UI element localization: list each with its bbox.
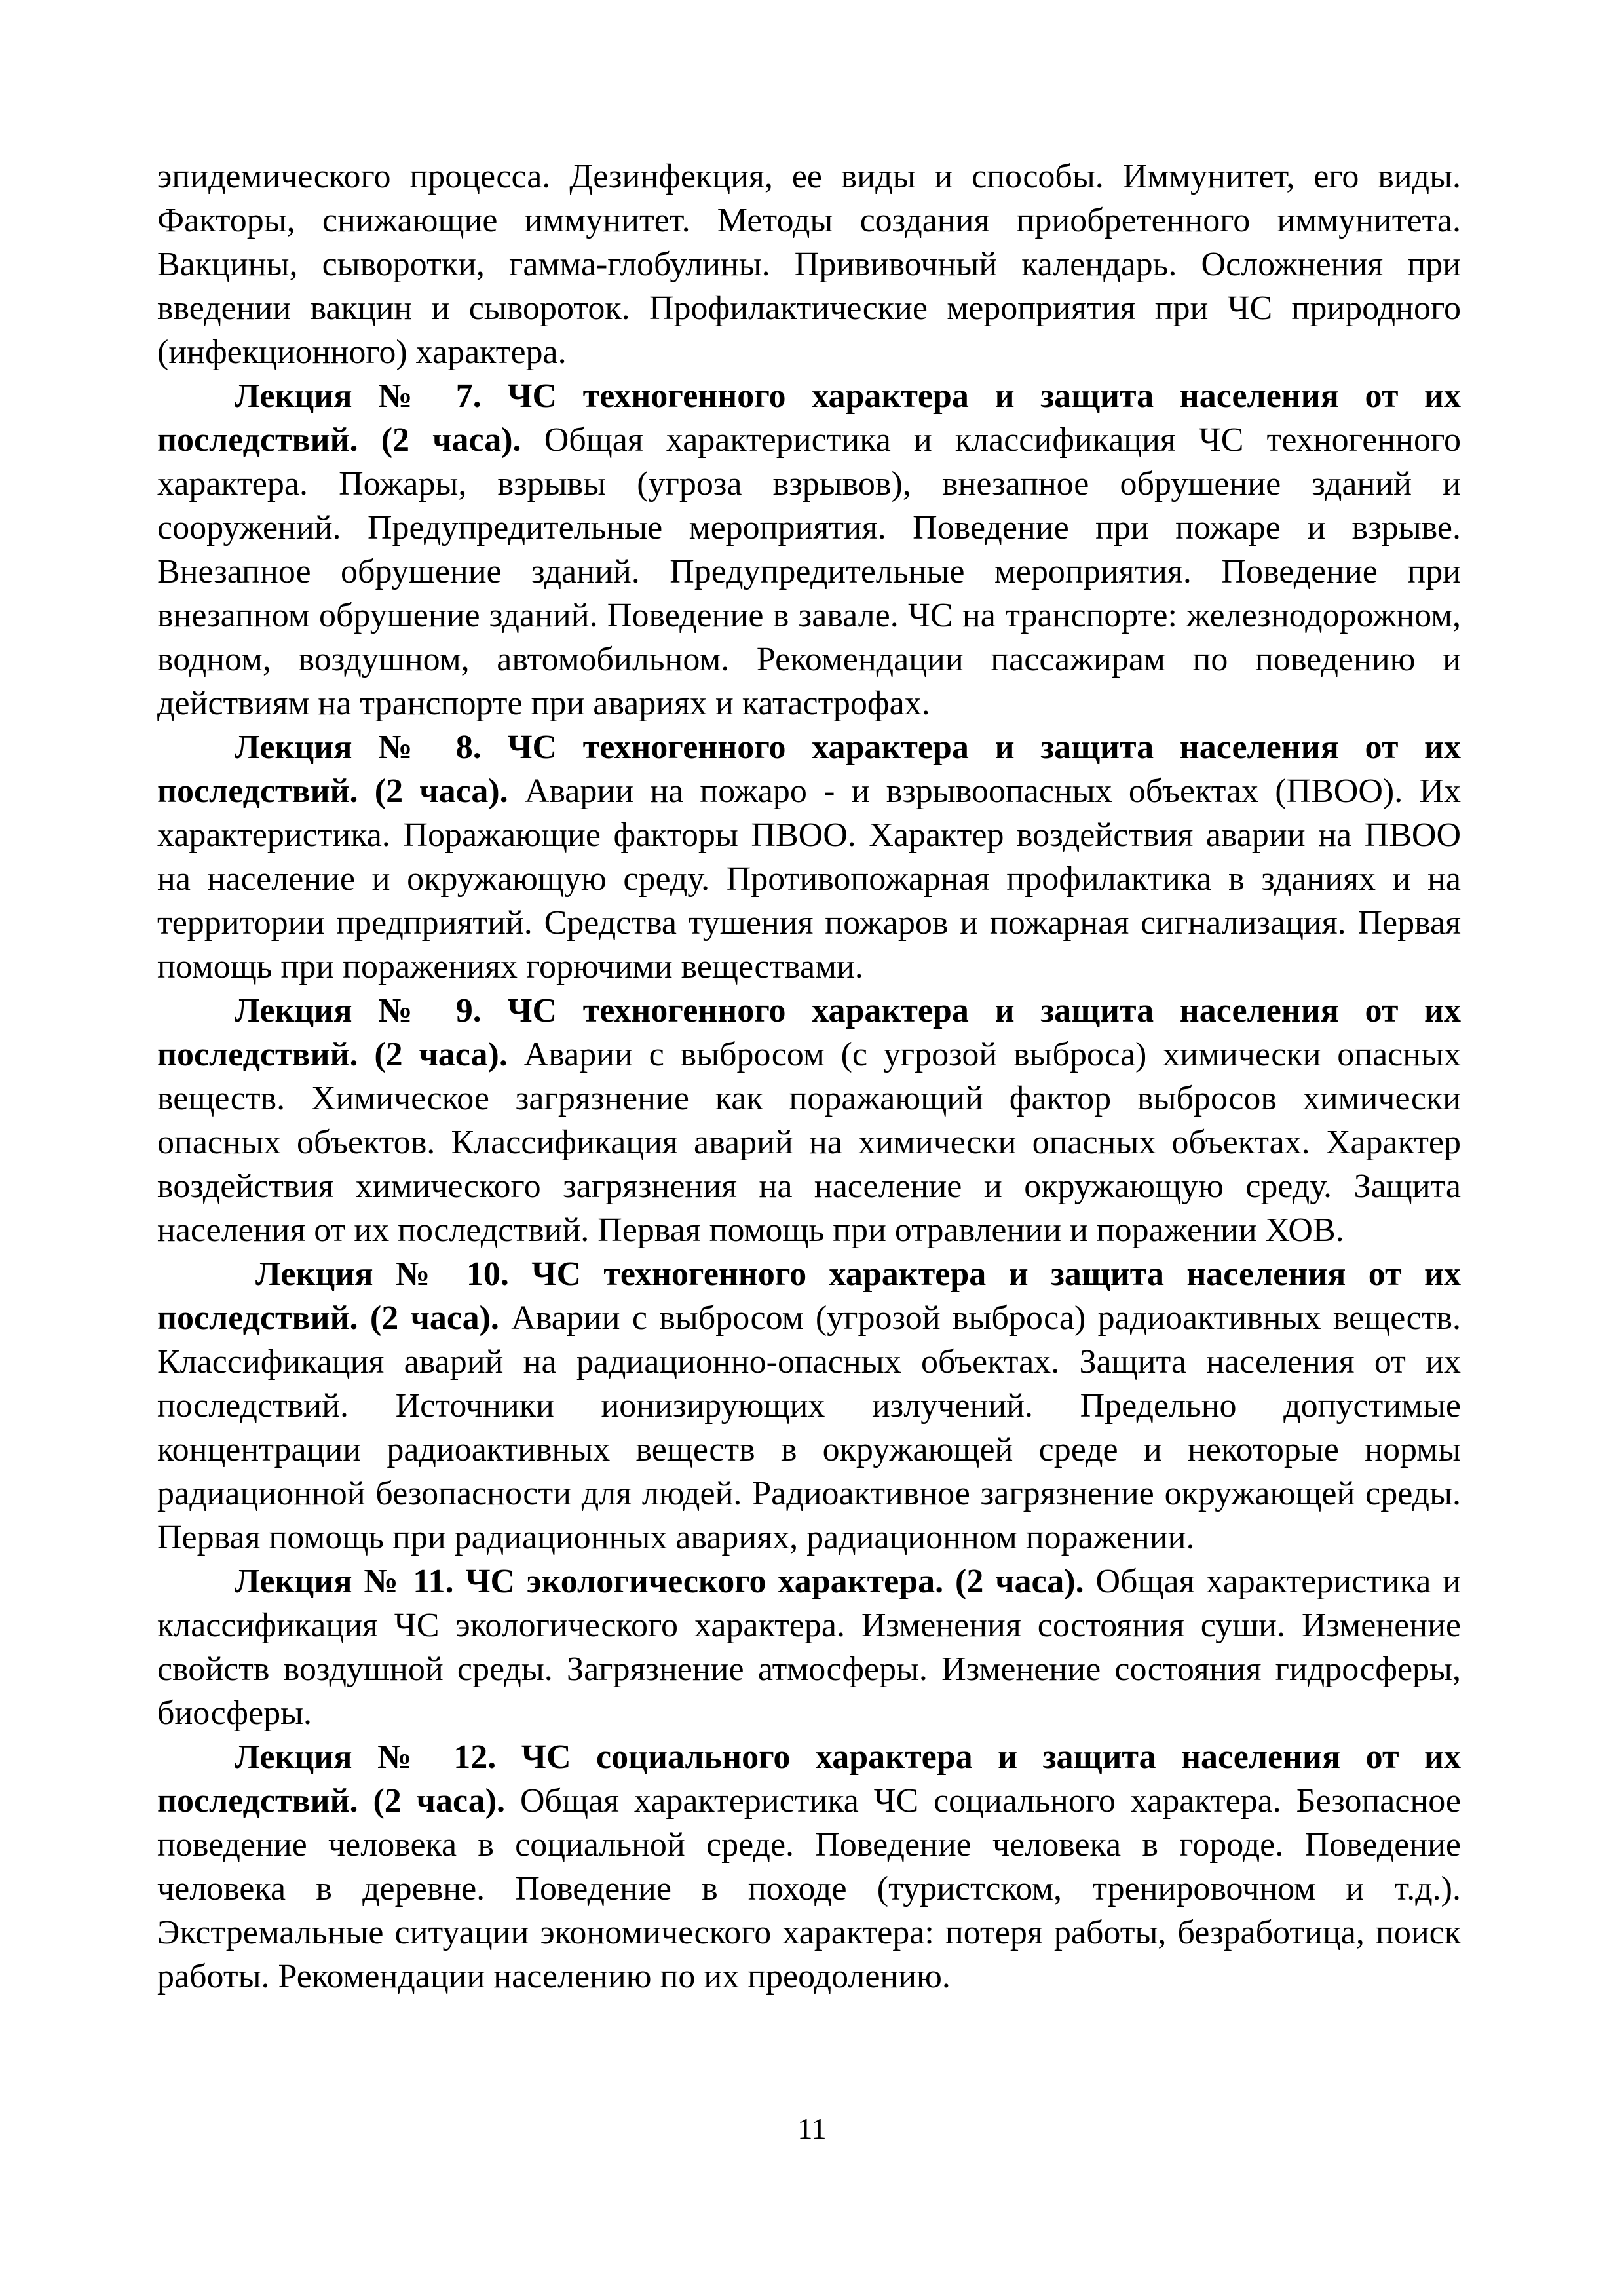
lecture-11-body: Общая характеристика и классификация ЧС экологического характера. Изменения состояния суши. Изменение свойств воздушной среды. Загрязнение атмосферы. Изменение состояния гидросферы, биосферы. [157,1563,1461,1732]
lecture-9-title: Лекция № 9. ЧС техногенного характера и защита населения от их последствий. (2 часа). [157,992,1461,1073]
lecture-10-body: Аварии с выбросом (угрозой выброса) радиоактивных веществ. Классификация аварий на радиационно-опасных объектах. Защита населения от их последствий. Источники ионизирующих излучений. Предельно допустимые концентрации радиоактивных веществ в окружающей среде и некоторые нормы радиационной безопасности для людей. Радиоактивное загрязнение окружающей среды. Первая помощь при радиационных авариях, радиационном поражении. [157,1299,1461,1556]
lecture-7-body: Общая характеристика и классификация ЧС техногенного характера. Пожары, взрывы (угроза взрывов), внезапное обрушение зданий и сооружений. Предупредительные мероприятия. Поведение при пожаре и взрыве. Внезапное обрушение зданий. Предупредительные мероприятия. Поведение при внезапном обрушение зданий. Поведение в завале. ЧС на транспорте: железнодорожном, водном, воздушном, автомобильном. Рекомендации пассажирам по поведению и действиям на транспорте при авариях и катастрофах. [157,421,1461,722]
lecture-9-paragraph [157,989,1461,1252]
lecture-11-title: Лекция № 11. ЧС экологического характера. (2 часа). [235,1563,1084,1600]
page-number: 11 [797,2112,827,2145]
lecture-7-paragraph [157,374,1461,725]
lecture-11-paragraph [157,1559,1461,1735]
lecture-10-paragraph [157,1252,1461,1559]
lecture-9-body: Аварии с выбросом (с угрозой выброса) химически опасных веществ. Химическое загрязнение как поражающий фактор выбросов химически опасных объектов. Классификация аварий на химически опасных объектах. Характер воздействия химического загрязнения на население и окружающую среду. Защита населения от их последствий. Первая помощь при отравлении и поражении ХОВ. [157,1036,1461,1249]
intro-paragraph [157,155,1461,374]
lecture-8-body: Аварии на пожаро - и взрывоопасных объектах (ПВОО). Их характеристика. Поражающие факторы ПВОО. Характер воздействия аварии на ПВОО на население и окружающую среду. Противопожарная профилактика в зданиях и на территории предприятий. Средства тушения пожаров и пожарная сигнализация. Первая помощь при поражениях горючими веществами. [157,773,1461,985]
lecture-12-body: Общая характеристика ЧС социального характера. Безопасное поведение человека в социальной среде. Поведение человека в городе. Поведение человека в деревне. Поведение в походе (туристском, тренировочном и т.д.). Экстремальные ситуации экономического характера: потеря работы, безработица, поиск работы. Рекомендации населению по их преодолению. [157,1782,1461,1995]
lecture-8-paragraph [157,725,1461,989]
intro-text: эпидемического процесса. Дезинфекция, ее виды и способы. Иммунитет, его виды. Факторы, снижающие иммунитет. Методы создания приобретенного иммунитета. Вакцины, сыворотки, гамма-глобулины. Прививочный календарь. Осложнения при введении вакцин и сывороток. Профилактические мероприятия при ЧС природного (инфекционного) характера. [157,158,1461,371]
lecture-7-title: Лекция № 7. ЧС техногенного характера и защита населения от их последствий. (2 часа). [157,377,1461,459]
lecture-8-title: Лекция № 8. ЧС техногенного характера и защита населения от их последствий. (2 часа). [157,729,1461,810]
page-content [157,155,1461,1999]
lecture-10-title: Лекция № 10. ЧС техногенного характера и защита населения от их последствий. (2 часа). [157,1255,1461,1337]
lecture-12-title: Лекция № 12. ЧС социального характера и защита населения от их последствий. (2 часа). [157,1738,1461,1820]
lecture-12-paragraph [157,1735,1461,1999]
